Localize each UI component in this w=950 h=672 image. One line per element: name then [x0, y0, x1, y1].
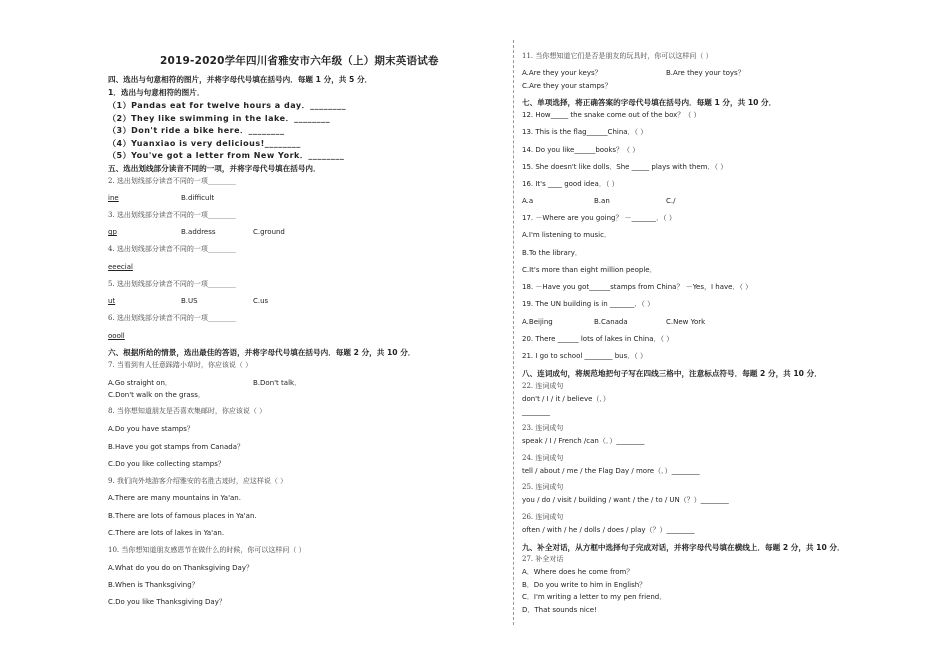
question-22-answer-blank: ________ — [522, 408, 550, 416]
question-4-option-a: eeecial — [108, 263, 133, 271]
section-7-heading: 七、单项选择，将正确答案的字母代号填在括号内．每题 1 分，共 10 分． — [522, 98, 777, 107]
section-6-heading: 六、根据所给的情景，选出最佳的答语，并将字母代号填在括号内．每题 2 分，共 10 分． — [108, 348, 416, 357]
question-2-option-a: ine — [108, 194, 119, 202]
question-10: 10. 当你想知道朋友感恩节在做什么的时候，你可以这样问（ ） — [108, 546, 306, 554]
question-4: 4. 选出划线部分读音不同的一项________ — [108, 245, 236, 253]
question-14: 14. Do you like______books？（ ） — [522, 146, 640, 154]
question-10-option-b: B.When is Thanksgiving？ — [108, 581, 199, 589]
question-6: 6. 选出划线部分读音不同的一项________ — [108, 314, 236, 322]
question-7: 7. 当看到有人任意踩踏小草时，你应该说（ ） — [108, 361, 253, 369]
question-11-option-a: A.Are they your keys？ — [522, 69, 602, 77]
question-15: 15. She doesn't like dolls．She _____ plays with them．（ ） — [522, 163, 728, 171]
question-22: 22. 连词成句 — [522, 382, 564, 390]
question-13: 13. This is the flag______China．（ ） — [522, 128, 648, 136]
question-7-option-c: C.Don't walk on the grass． — [108, 391, 205, 399]
question-8-option-b: B.Have you got stamps from Canada？ — [108, 443, 245, 451]
question-21: 21. I go to school ________ bus．（ ） — [522, 352, 647, 360]
question-3-option-a: gp — [108, 228, 117, 236]
question-3: 3. 选出划线部分读音不同的一项________ — [108, 211, 236, 219]
question-1-item: （3）Don't ride a bike here．________ — [108, 126, 285, 135]
question-19-option-c: C.New York — [666, 318, 706, 326]
question-8-option-a: A.Do you have stamps？ — [108, 425, 194, 433]
question-10-option-a: A.What do you do on Thanksgiving Day？ — [108, 564, 253, 572]
question-17-option-a: A.I'm listening to music． — [522, 231, 611, 239]
question-9: 9. 我们向外地游客介绍雅安的名胜古迹时，应这样说（ ） — [108, 477, 288, 485]
question-25-words: you / do / visit / building / want / the / to / UN（？）________ — [522, 496, 729, 504]
question-24-words: tell / about / me / the Flag Day / more（．）________ — [522, 467, 700, 475]
section-5-heading: 五、选出划线部分读音不同的一项，并将字母代号填在括号内． — [108, 164, 321, 173]
question-9-option-a: A.There are many mountains in Ya'an. — [108, 494, 241, 502]
question-8-option-c: C.Do you like collecting stamps？ — [108, 460, 225, 468]
question-2: 2. 选出划线部分读音不同的一项________ — [108, 177, 236, 185]
question-23-words: speak / I / French /can（．）________ — [522, 437, 645, 445]
question-1-item: （5）You've got a letter from New York．________ — [108, 151, 345, 160]
question-12: 12. How_____ the snake come out of the box？（ ） — [522, 111, 701, 119]
question-18: 18. －Have you got______stamps from China？ －Yes，I have．（ ） — [522, 283, 753, 291]
question-23: 23. 连词成句 — [522, 424, 564, 432]
question-5-option-b: B.US — [181, 297, 198, 305]
question-3-option-c: C.ground — [253, 228, 285, 236]
question-6-option-a: oooll — [108, 332, 125, 340]
question-3-option-b: B.address — [181, 228, 216, 236]
question-11: 11. 当你想知道它们是否是朋友的玩具时，你可以这样问（ ） — [522, 52, 713, 60]
question-5: 5. 选出划线部分读音不同的一项________ — [108, 280, 236, 288]
question-17: 17. －Where are you going？ －_______．（ ） — [522, 214, 676, 222]
exam-title: 2019-2020学年四川省雅安市六年级（上）期末英语试卷 — [160, 55, 439, 67]
section-8-heading: 八、连词成句，将规范地把句子写在四线三格中，注意标点符号．每题 2 分，共 10 分． — [522, 369, 822, 378]
question-16-option-b: B.an — [594, 197, 610, 205]
question-5-option-a: ut — [108, 297, 116, 305]
question-7-option-a: A.Go straight on． — [108, 379, 172, 387]
question-17-option-b: B.To the library． — [522, 249, 582, 257]
question-8: 8. 当你想知道朋友是否喜欢集邮时，你应该说（ ） — [108, 407, 267, 415]
section-4-heading: 四、选出与句意相符的图片，并将字母代号填在括号内．每题 1 分，共 5 分． — [108, 75, 373, 84]
question-11-option-c: C.Are they your stamps？ — [522, 82, 612, 90]
question-1-item: （4）Yuanxiao is very delicious!________ — [108, 139, 301, 148]
question-20: 20. There ______ lots of lakes in China．（ ） — [522, 335, 674, 343]
question-22-words: don't / I / it / believe（．） — [522, 395, 610, 403]
question-25: 25. 连词成句 — [522, 483, 564, 491]
question-9-option-b: B.There are lots of famous places in Ya'an. — [108, 512, 257, 520]
question-27-option-c: C．I'm writing a letter to my pen friend． — [522, 593, 667, 601]
question-16: 16. It's ____ good idea．（ ） — [522, 180, 619, 188]
question-17-option-c: C.It's more than eight million people． — [522, 266, 657, 274]
question-19-option-b: B.Canada — [594, 318, 628, 326]
question-10-option-c: C.Do you like Thanksgiving Day？ — [108, 598, 226, 606]
question-27: 27. 补全对话 — [522, 555, 564, 563]
question-19-option-a: A.Beijing — [522, 318, 553, 326]
question-1-heading: 1．选出与句意相符的图片． — [108, 88, 205, 97]
question-27-option-d: D．That sounds nice! — [522, 606, 597, 614]
question-26: 26. 连词成句 — [522, 513, 564, 521]
section-9-heading: 九、补全对话，从方框中选择句子完成对话，并将字母代号填在横线上．每题 2 分，共 10 分． — [522, 543, 845, 552]
question-19: 19. The UN building is in _______．（ ） — [522, 300, 655, 308]
question-9-option-c: C.There are lots of lakes in Ya'an. — [108, 529, 225, 537]
question-26-words: often / with / he / dolls / does / play（？）________ — [522, 526, 695, 534]
question-16-option-a: A.a — [522, 197, 534, 205]
question-5-option-c: C.us — [253, 297, 269, 305]
question-27-option-a: A．Where does he come from？ — [522, 568, 634, 576]
question-2-option-b: B.difficult — [181, 194, 215, 202]
question-24: 24. 连词成句 — [522, 454, 564, 462]
question-16-option-c: C./ — [666, 197, 676, 205]
question-11-option-b: B.Are they your toys？ — [666, 69, 745, 77]
question-1-item: （1）Pandas eat for twelve hours a day．________ — [108, 101, 347, 110]
question-1-item: （2）They like swimming in the lake．________ — [108, 114, 331, 123]
column-divider — [513, 40, 514, 625]
question-7-option-b: B.Don't talk． — [253, 379, 302, 387]
question-27-option-b: B．Do you write to him in English？ — [522, 581, 647, 589]
